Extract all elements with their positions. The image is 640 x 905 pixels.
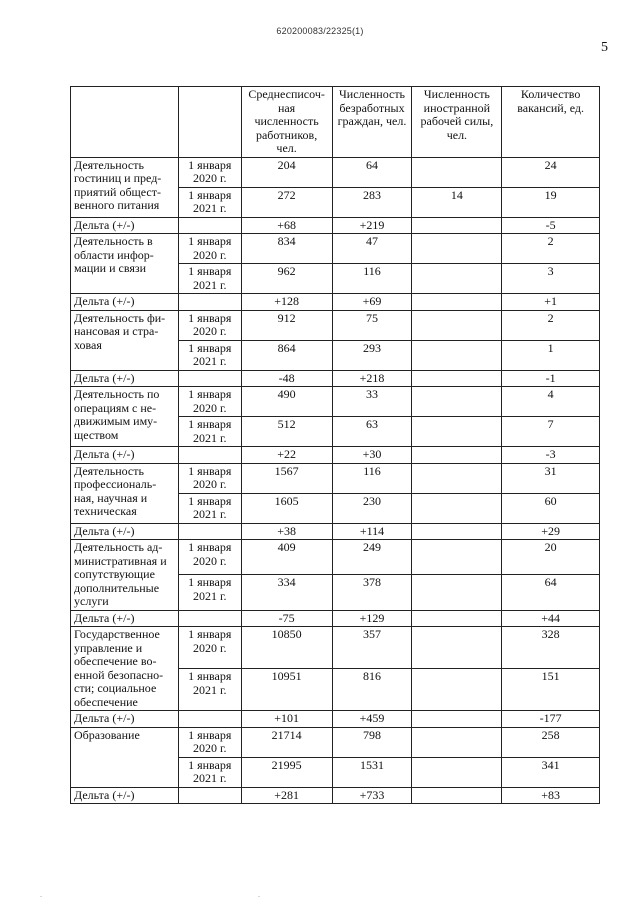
delta-unemployed-cell: +30: [332, 447, 412, 464]
delta-foreign-labor-cell: [412, 294, 502, 311]
foreign-labor-cell: [412, 157, 502, 187]
delta-label-cell: Дельта (+/-): [71, 370, 179, 387]
employment-table: [70, 86, 600, 804]
industry-name-cell: Деятельность по операциям с не-движимым иму-ществом: [71, 387, 179, 447]
foreign-labor-cell: [412, 575, 502, 610]
avg-employees-cell: 962: [241, 264, 332, 294]
date-cell: 1 января 2020 г.: [178, 463, 241, 493]
unemployed-cell: 47: [332, 234, 412, 264]
delta-row: [71, 217, 600, 234]
header-vacancies: Количество вакансий, ед.: [502, 87, 600, 158]
vacancies-cell: 328: [502, 627, 600, 669]
delta-empty-cell: [178, 523, 241, 540]
date-cell: 1 января 2020 г.: [178, 310, 241, 340]
delta-unemployed-cell: +69: [332, 294, 412, 311]
header-empty-industry: [71, 87, 179, 158]
delta-label-cell: Дельта (+/-): [71, 787, 179, 804]
delta-vacancies-cell: +29: [502, 523, 600, 540]
avg-employees-cell: 21714: [241, 727, 332, 757]
delta-avg-employees-cell: +281: [241, 787, 332, 804]
avg-employees-cell: 864: [241, 340, 332, 370]
date-cell: 1 января 2020 г.: [178, 627, 241, 669]
avg-employees-cell: 1567: [241, 463, 332, 493]
delta-row: [71, 447, 600, 464]
scan-mark-center: .: [258, 890, 260, 899]
delta-vacancies-cell: -3: [502, 447, 600, 464]
delta-vacancies-cell: +83: [502, 787, 600, 804]
foreign-labor-cell: [412, 234, 502, 264]
delta-vacancies-cell: -1: [502, 370, 600, 387]
table-row: [71, 310, 600, 340]
foreign-labor-cell: [412, 340, 502, 370]
vacancies-cell: 4: [502, 387, 600, 417]
foreign-labor-cell: [412, 627, 502, 669]
delta-row: [71, 294, 600, 311]
date-cell: 1 января 2020 г.: [178, 540, 241, 575]
vacancies-cell: 151: [502, 669, 600, 711]
delta-foreign-labor-cell: [412, 523, 502, 540]
date-cell: 1 января 2021 г.: [178, 669, 241, 711]
vacancies-cell: 3: [502, 264, 600, 294]
industry-name-cell: Деятельность профессиональ-ная, научная и техническая: [71, 463, 179, 523]
header-unemployed: Численность безработных граждан, чел.: [332, 87, 412, 158]
delta-empty-cell: [178, 447, 241, 464]
avg-employees-cell: 834: [241, 234, 332, 264]
delta-empty-cell: [178, 787, 241, 804]
document-id: 620200083/22325(1): [276, 26, 364, 36]
industry-name-cell: Деятельность ад-министративная и сопутствующие дополнительные услуги: [71, 540, 179, 611]
unemployed-cell: 1531: [332, 757, 412, 787]
vacancies-cell: 20: [502, 540, 600, 575]
date-cell: 1 января 2021 г.: [178, 187, 241, 217]
foreign-labor-cell: [412, 727, 502, 757]
table-row: [71, 627, 600, 669]
date-cell: 1 января 2020 г.: [178, 727, 241, 757]
avg-employees-cell: 204: [241, 157, 332, 187]
vacancies-cell: 258: [502, 727, 600, 757]
delta-foreign-labor-cell: [412, 711, 502, 728]
avg-employees-cell: 334: [241, 575, 332, 610]
date-cell: 1 января 2021 г.: [178, 757, 241, 787]
vacancies-cell: 1: [502, 340, 600, 370]
delta-foreign-labor-cell: [412, 447, 502, 464]
avg-employees-cell: 10850: [241, 627, 332, 669]
delta-label-cell: Дельта (+/-): [71, 447, 179, 464]
delta-foreign-labor-cell: [412, 217, 502, 234]
delta-avg-employees-cell: -48: [241, 370, 332, 387]
avg-employees-cell: 409: [241, 540, 332, 575]
vacancies-cell: 341: [502, 757, 600, 787]
industry-name-cell: Деятельность в области инфор-мации и связи: [71, 234, 179, 294]
unemployed-cell: 64: [332, 157, 412, 187]
foreign-labor-cell: [412, 757, 502, 787]
unemployed-cell: 230: [332, 493, 412, 523]
industry-name-cell: Государственное управление и обеспечение во-енной безопасно-сти; социальное обеспечение: [71, 627, 179, 711]
unemployed-cell: 75: [332, 310, 412, 340]
foreign-labor-cell: [412, 669, 502, 711]
foreign-labor-cell: [412, 540, 502, 575]
foreign-labor-cell: [412, 264, 502, 294]
unemployed-cell: 378: [332, 575, 412, 610]
delta-empty-cell: [178, 711, 241, 728]
foreign-labor-cell: [412, 417, 502, 447]
date-cell: 1 января 2020 г.: [178, 157, 241, 187]
date-cell: 1 января 2020 г.: [178, 234, 241, 264]
vacancies-cell: 60: [502, 493, 600, 523]
vacancies-cell: 2: [502, 310, 600, 340]
delta-vacancies-cell: +1: [502, 294, 600, 311]
avg-employees-cell: 272: [241, 187, 332, 217]
delta-row: [71, 787, 600, 804]
delta-empty-cell: [178, 610, 241, 627]
delta-unemployed-cell: +733: [332, 787, 412, 804]
unemployed-cell: 293: [332, 340, 412, 370]
delta-avg-employees-cell: +101: [241, 711, 332, 728]
industry-name-cell: Деятельность фи-нансовая и стра-ховая: [71, 310, 179, 370]
delta-label-cell: Дельта (+/-): [71, 523, 179, 540]
delta-unemployed-cell: +218: [332, 370, 412, 387]
header-empty-date: [178, 87, 241, 158]
delta-row: [71, 711, 600, 728]
unemployed-cell: 116: [332, 264, 412, 294]
unemployed-cell: 249: [332, 540, 412, 575]
table-row: [71, 540, 600, 575]
date-cell: 1 января 2021 г.: [178, 575, 241, 610]
delta-foreign-labor-cell: [412, 370, 502, 387]
delta-label-cell: Дельта (+/-): [71, 217, 179, 234]
foreign-labor-cell: [412, 387, 502, 417]
table-body: [71, 157, 600, 804]
delta-unemployed-cell: +129: [332, 610, 412, 627]
delta-avg-employees-cell: +38: [241, 523, 332, 540]
foreign-labor-cell: [412, 493, 502, 523]
industry-name-cell: Образование: [71, 727, 179, 787]
vacancies-cell: 19: [502, 187, 600, 217]
vacancies-cell: 24: [502, 157, 600, 187]
delta-foreign-labor-cell: [412, 787, 502, 804]
date-cell: 1 января 2020 г.: [178, 387, 241, 417]
table-header-row: [71, 87, 600, 158]
delta-unemployed-cell: +114: [332, 523, 412, 540]
date-cell: 1 января 2021 г.: [178, 340, 241, 370]
delta-label-cell: Дельта (+/-): [71, 711, 179, 728]
vacancies-cell: 31: [502, 463, 600, 493]
unemployed-cell: 116: [332, 463, 412, 493]
delta-unemployed-cell: +219: [332, 217, 412, 234]
delta-row: [71, 610, 600, 627]
delta-label-cell: Дельта (+/-): [71, 610, 179, 627]
avg-employees-cell: 912: [241, 310, 332, 340]
table-row: [71, 387, 600, 417]
delta-row: [71, 370, 600, 387]
avg-employees-cell: 490: [241, 387, 332, 417]
unemployed-cell: 357: [332, 627, 412, 669]
delta-unemployed-cell: +459: [332, 711, 412, 728]
scan-mark-left: .: [40, 890, 42, 899]
foreign-labor-cell: 14: [412, 187, 502, 217]
foreign-labor-cell: [412, 463, 502, 493]
avg-employees-cell: 512: [241, 417, 332, 447]
industry-name-cell: Деятельность гостиниц и пред-приятий общест-венного питания: [71, 157, 179, 217]
unemployed-cell: 798: [332, 727, 412, 757]
vacancies-cell: 64: [502, 575, 600, 610]
vacancies-cell: 2: [502, 234, 600, 264]
delta-avg-employees-cell: -75: [241, 610, 332, 627]
unemployed-cell: 816: [332, 669, 412, 711]
date-cell: 1 января 2021 г.: [178, 493, 241, 523]
unemployed-cell: 63: [332, 417, 412, 447]
delta-avg-employees-cell: +128: [241, 294, 332, 311]
delta-vacancies-cell: -5: [502, 217, 600, 234]
delta-row: [71, 523, 600, 540]
unemployed-cell: 283: [332, 187, 412, 217]
table-row: [71, 157, 600, 187]
unemployed-cell: 33: [332, 387, 412, 417]
vacancies-cell: 7: [502, 417, 600, 447]
delta-label-cell: Дельта (+/-): [71, 294, 179, 311]
delta-avg-employees-cell: +68: [241, 217, 332, 234]
page-number: 5: [601, 40, 608, 55]
avg-employees-cell: 21995: [241, 757, 332, 787]
delta-vacancies-cell: -177: [502, 711, 600, 728]
delta-vacancies-cell: +44: [502, 610, 600, 627]
delta-avg-employees-cell: +22: [241, 447, 332, 464]
avg-employees-cell: 10951: [241, 669, 332, 711]
foreign-labor-cell: [412, 310, 502, 340]
date-cell: 1 января 2021 г.: [178, 264, 241, 294]
delta-empty-cell: [178, 217, 241, 234]
avg-employees-cell: 1605: [241, 493, 332, 523]
table-row: [71, 234, 600, 264]
table-row: [71, 463, 600, 493]
delta-foreign-labor-cell: [412, 610, 502, 627]
date-cell: 1 января 2021 г.: [178, 417, 241, 447]
table-row: [71, 727, 600, 757]
delta-empty-cell: [178, 370, 241, 387]
header-foreign-labor: Численность иностранной рабочей силы, чел.: [412, 87, 502, 158]
delta-empty-cell: [178, 294, 241, 311]
header-avg-employees: Среднесписоч-ная численность работников, чел.: [241, 87, 332, 158]
